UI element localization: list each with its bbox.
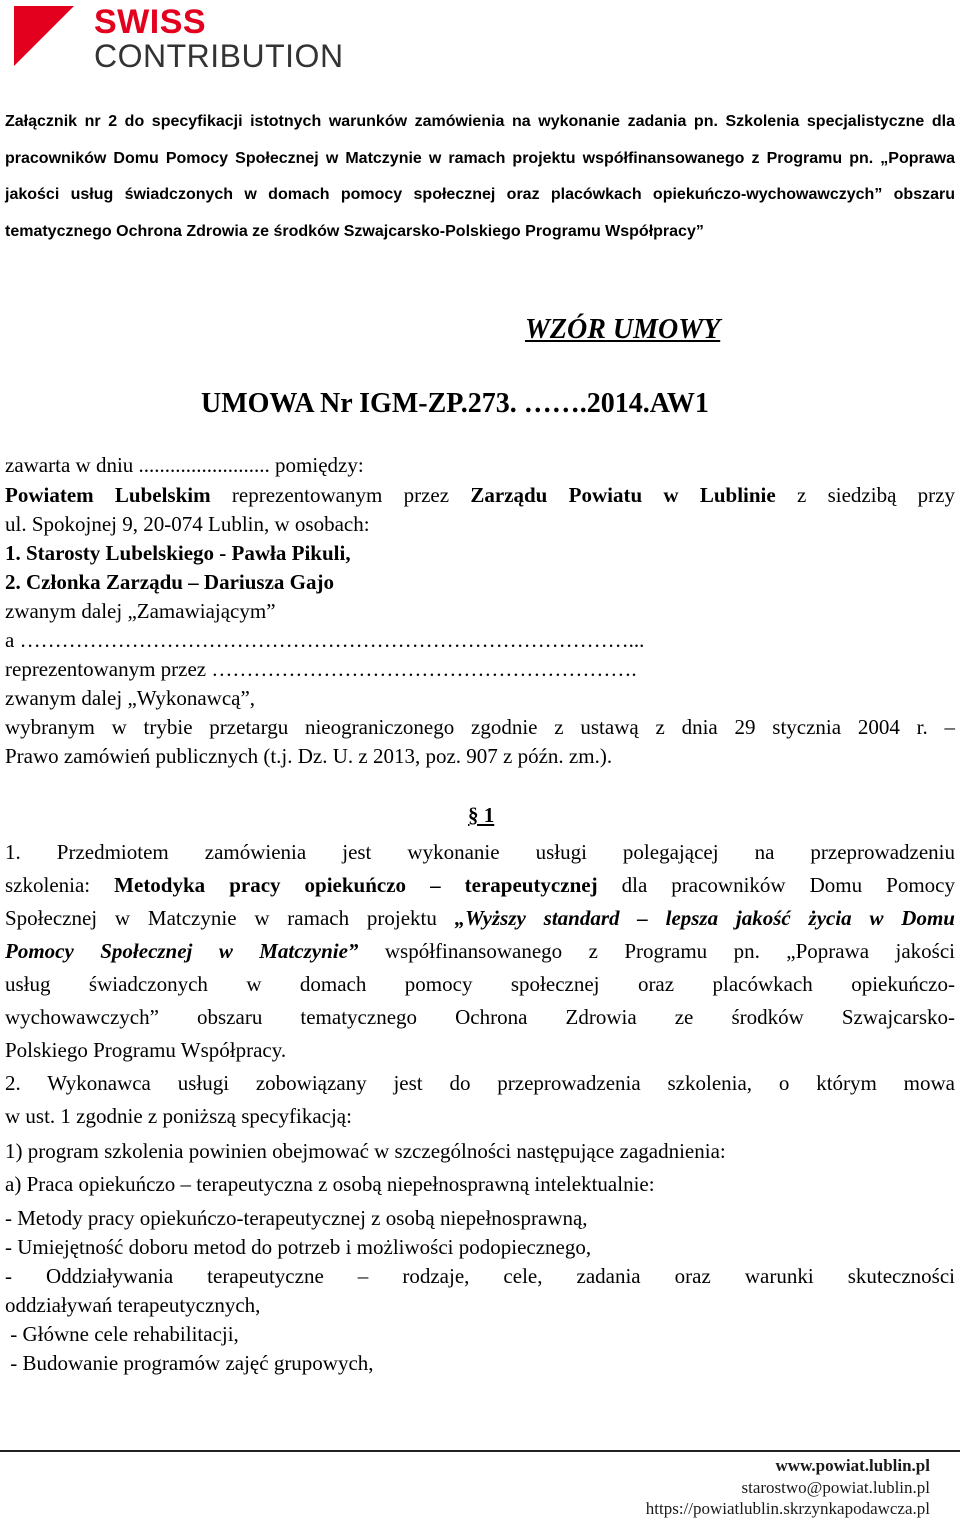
swiss-cross-icon [14, 6, 74, 66]
board-name: Zarządu Powiatu w Lublinie [470, 483, 776, 507]
selection-line-1: wybranym w trybie przetargu nieograniczonego zgodnie z ustawą z dnia 29 stycznia 2004 r. – [5, 715, 955, 739]
concluded-on-line: zawarta w dniu ......................... pomiędzy: [5, 453, 364, 477]
list-item: - Główne cele rehabilitacji, [5, 1322, 239, 1346]
training-name: Metodyka pracy opiekuńczo – terapeutycznej [114, 873, 598, 897]
program-intro: 1) program szkolenia powinien obejmować w szczególności następujące zagadnienia: [5, 1139, 726, 1163]
pattern-title: WZÓR UMOWY [525, 314, 721, 345]
list-item: - Metody pracy opiekuńczo-terapeutycznej z osobą niepełnosprawną, [5, 1206, 588, 1230]
section-heading: § 1 [468, 803, 495, 827]
selection-line-2: Prawo zamówień publicznych (t.j. Dz. U. z 2013, poz. 907 z późn. zm.). [5, 744, 613, 768]
paragraph-1-line-3 [5, 904, 955, 932]
program-text: współfinansowanego z Programu pn. „Poprawa jakości [358, 939, 955, 963]
training-suffix: dla pracowników Domu Pomocy [597, 873, 955, 897]
contractor-placeholder-line: a ……………………………………………………………………………... [5, 628, 645, 652]
list-item: - Umiejętność doboru metod do potrzeb i możliwości podopiecznego, [5, 1235, 592, 1259]
paragraph-2-line-1: 2. Wykonawca usługi zobowiązany jest do przeprowadzenia szkolenia, o którym mowa [5, 1071, 955, 1095]
paragraph-1-line-5: usług świadczonych w domach pomocy społecznej oraz placówkach opiekuńczo- [5, 972, 955, 996]
project-name-part-2: Pomocy Społecznej w Matczynie” [5, 939, 359, 963]
project-name-part-1: „Wyższy standard – lepsza jakość życia w Domu [454, 906, 955, 930]
county-name: Powiatem Lubelskim [5, 483, 211, 507]
swiss-contribution-logo [14, 3, 354, 74]
paragraph-1-line-2 [5, 871, 955, 899]
footer-email-link[interactable]: starostwo@powiat.lublin.pl [741, 1478, 930, 1497]
paragraph-1-line-1: 1. Przedmiotem zamówienia jest wykonanie usługi polegającej na przeprowadzeniu [5, 840, 955, 864]
person-1: 1. Starosty Lubelskiego - Pawła Pikuli, [5, 541, 351, 565]
list-item: - Budowanie programów zajęć grupowych, [5, 1351, 374, 1375]
footer-inbox-link[interactable]: https://powiatlublin.skrzynkapodawcza.pl [645, 1499, 930, 1518]
training-prefix: szkolenia: [5, 873, 115, 897]
paragraph-1-line-7: Polskiego Programu Współpracy. [5, 1038, 287, 1062]
paragraph-1-line-6: wychowawczych” obszaru tematycznego Ochrona Zdrowia ze środków Szwajcarsko- [5, 1005, 955, 1029]
footer-website-link[interactable]: www.powiat.lublin.pl [775, 1456, 930, 1475]
ordering-party-line: zwanym dalej „Zamawiającym” [5, 599, 276, 623]
list-item: - Oddziaływania terapeutyczne – rodzaje, cele, zadania oraz warunki skuteczności [5, 1264, 955, 1288]
topic-a: a) Praca opiekuńczo – terapeutyczna z osobą niepełnosprawną intelektualnie: [5, 1172, 655, 1196]
project-prefix: Społecznej w Matczynie w ramach projektu [5, 906, 455, 930]
list-item: oddziaływań terapeutycznych, [5, 1293, 261, 1317]
address-line: ul. Spokojnej 9, 20-074 Lublin, w osobach: [5, 512, 370, 536]
person-2: 2. Członka Zarządu – Dariusza Gajo [5, 570, 335, 594]
contract-number: UMOWA Nr IGM-ZP.273. …….2014.AW1 [201, 388, 709, 419]
attachment-header: Załącznik nr 2 do specyfikacji istotnych warunków zamówienia na wykonanie zadania pn. Szkolenia specjalistyczne dla pracowników Domu Pomocy Społecznej w Matczynie w ramach projektu współfinansowanego z Programu pn. „Poprawa jakości usług świadczonych w domach pomocy społecznej oraz placówkach opiekuńczo-wychowawczych” obszaru tematycznego Ochrona Zdrowia ze środków Szwajcarsko-Polskiego Programu Współpracy” [5, 113, 955, 240]
logo-text-contribution: CONTRIBUTION [94, 38, 344, 74]
seat-text: z siedzibą przy [775, 483, 955, 507]
paragraph-1-line-4 [5, 937, 955, 965]
footer-divider [0, 1450, 960, 1452]
county-line [5, 481, 955, 509]
contractor-line: zwanym dalej „Wykonawcą”, [5, 686, 256, 710]
logo-text-swiss: SWISS [94, 3, 207, 41]
paragraph-2-line-2: w ust. 1 zgodnie z poniższą specyfikacją: [5, 1104, 352, 1128]
represented-placeholder-line: reprezentowanym przez ……………………………………………………. [5, 657, 637, 681]
represented-by-text: reprezentowanym przez [210, 483, 471, 507]
